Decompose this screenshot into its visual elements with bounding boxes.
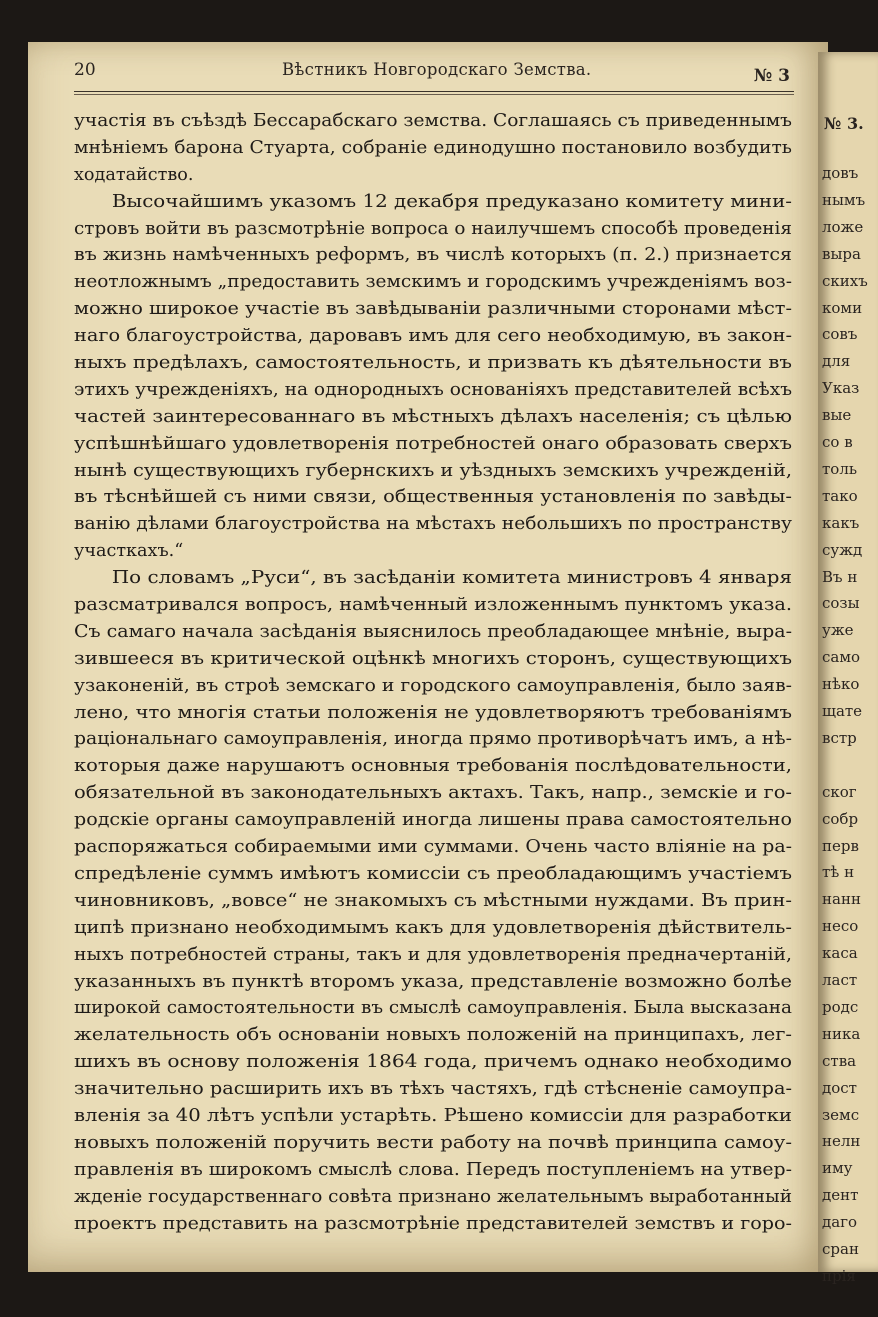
right-page-line: выра <box>822 244 861 263</box>
right-page-line: для <box>822 352 851 371</box>
article-body <box>74 108 814 1237</box>
text-line: участкахъ.“ <box>74 541 184 562</box>
text-line: новыхъ положеній поручить вести работу на почвѣ принципа самоу- <box>74 1132 792 1153</box>
right-page-line: ства <box>822 1051 857 1070</box>
text-line: правленія въ широкомъ смыслѣ слова. Передъ поступленіемъ на утвер- <box>74 1159 792 1180</box>
right-page-line: дост <box>822 1078 857 1097</box>
text-line: разсматривался вопросъ, намѣченный изложеннымъ пунктомъ указа. <box>74 595 792 616</box>
right-page-line: ласт <box>822 971 858 989</box>
text-line: участія въ съѣздѣ Бессарабскаго земства. Соглашаясь съ приведеннымъ <box>74 111 792 131</box>
right-page-line: тако <box>822 486 858 505</box>
right-page-line: ложе <box>822 217 864 236</box>
text-line: успѣшнѣйшаго удовлетворенія потребностей онаго образовать сверхъ <box>74 433 792 454</box>
text-line: указанныхъ въ пунктѣ второмъ указа, представленіе возможно болѣе <box>74 971 792 992</box>
right-page-line: довъ <box>822 164 859 182</box>
text-line: Высочайшимъ указомъ 12 декабря предуказано комитету мини- <box>74 191 792 212</box>
text-line: лено, что многія статьи положенія не удовлетворяютъ требованіямъ <box>74 702 792 723</box>
right-page-line: толь <box>822 459 858 478</box>
text-line: въ жизнь намѣченныхъ реформъ, въ числѣ которыхъ (п. 2.) признается <box>74 245 792 266</box>
text-line: жденіе государственнаго совѣта признано желательнымъ выработанный <box>74 1186 792 1207</box>
journal-title: Вѣстникъ Новгородскаго Земства. <box>282 60 592 79</box>
text-line: спредѣленіе суммъ имѣютъ комиссіи съ преобладающимъ участіемъ <box>74 863 792 884</box>
right-page-line: дент <box>822 1186 859 1205</box>
text-line: обязательной въ законодательныхъ актахъ. Такъ, напр., земскіе и го- <box>74 783 792 804</box>
right-page-line: каса <box>822 944 858 963</box>
text-line: ныхъ потребностей страны, такъ и для удовлетворенія предначертаній, <box>74 944 792 965</box>
text-line: нынѣ существующихъ губернскихъ и уѣздныхъ земскихъ учрежденій, <box>74 460 792 481</box>
right-page-line: щате <box>822 702 863 720</box>
right-page-line: уже <box>822 621 854 640</box>
text-line: значительно расширить ихъ въ тѣхъ частяхъ, гдѣ стѣсненіе самоупра- <box>74 1079 792 1100</box>
header-rule-thin <box>74 94 794 95</box>
right-page-line: прія <box>822 1266 856 1285</box>
text-line: которыя даже нарушаютъ основныя требованія послѣдовательности, <box>74 756 793 777</box>
right-page-line: перв <box>822 836 859 855</box>
text-line: Съ самаго начала засѣданія выяснилось преобладающее мнѣніе, выра- <box>74 621 792 642</box>
right-page-line: сран <box>822 1240 859 1258</box>
text-line: широкой самостоятельности въ смыслѣ самоуправленія. Была высказана <box>74 998 793 1019</box>
text-line: этихъ учрежденіяхъ, на однородныхъ основаніяхъ представителей всѣхъ <box>74 379 793 400</box>
text-line: частей заинтересованнаго въ мѣстныхъ дѣлахъ населенія; съ цѣлью <box>74 406 792 427</box>
right-page-line: нѣко <box>822 675 860 694</box>
right-page-line: само <box>822 648 861 667</box>
right-page-line: встр <box>822 728 857 747</box>
issue-number: № 3 <box>753 66 790 86</box>
text-line: вленія за 40 лѣтъ успѣли устарѣть. Рѣшено комиссіи для разработки <box>74 1105 792 1126</box>
text-line: наго благоустройства, даровавъ имъ для сего необходимую, въ закон- <box>74 326 792 347</box>
text-line: родскіе органы самоуправленій иногда лишены права самостоятельно <box>74 810 792 831</box>
text-line: раціональнаго самоуправленія, иногда прямо противорѣчатъ имъ, а нѣ- <box>74 729 792 750</box>
right-page-line: даго <box>822 1213 858 1232</box>
right-page-line: созы <box>822 594 860 613</box>
text-line: ципѣ признано необходимымъ какъ для удовлетворенія дѣйствитель- <box>74 917 792 938</box>
text-line: чиновниковъ, „вовсе“ не знакомыхъ съ мѣстными нуждами. Въ прин- <box>74 890 792 911</box>
right-page-line: вые <box>822 406 852 425</box>
running-header <box>74 56 794 86</box>
right-page-line: Въ н <box>822 567 858 586</box>
right-page-line: иму <box>822 1159 853 1178</box>
right-page-line: родс <box>822 997 859 1016</box>
right-page-line: ског <box>822 782 857 801</box>
text-line: шихъ въ основу положенія 1864 года, причемъ однако необходимо <box>74 1052 792 1073</box>
text-line: ходатайство. <box>74 164 194 185</box>
right-page-line: ника <box>822 1024 861 1043</box>
text-line: мнѣніемъ барона Стуарта, собраніе единодушно постановило возбудить <box>74 137 792 158</box>
right-page-line: совъ <box>822 325 858 344</box>
text-line: ванію дѣлами благоустройства на мѣстахъ небольшихъ по пространству <box>74 514 792 535</box>
right-page-line: нымъ <box>822 190 866 209</box>
right-page-line: со в <box>822 433 853 451</box>
text-line: распоряжаться собираемыми ими суммами. Очень часто вліяніе на ра- <box>74 837 792 858</box>
text-line: По словамъ „Руси“, въ засѣданіи комитета министровъ 4 января <box>74 568 792 589</box>
text-line: стровъ войти въ разсмотрѣніе вопроса о наилучшемъ способѣ проведенія <box>74 218 793 239</box>
header-rule <box>74 91 794 92</box>
right-page-line: Указ <box>822 379 860 398</box>
right-page-line: собр <box>822 809 859 828</box>
text-line: проектъ представить на разсмотрѣніе представителей земствъ и горо- <box>74 1213 792 1234</box>
right-page-line: нелн <box>822 1132 861 1151</box>
page-number: 20 <box>74 60 96 80</box>
text-line: можно широкое участіе въ завѣдываніи различными сторонами мѣст- <box>74 299 792 320</box>
text-line: зившееся въ критической оцѣнкѣ многихъ сторонъ, существующихъ <box>74 648 792 669</box>
right-page-line: несо <box>822 917 859 936</box>
text-line: неотложнымъ „предоставить земскимъ и городскимъ учрежденіямъ воз- <box>74 272 792 293</box>
text-line: ныхъ предѣлахъ, самостоятельность, и призвать къ дѣятельности въ <box>74 353 792 374</box>
right-page-line: тѣ н <box>822 863 855 882</box>
text-line: узаконеній, въ строѣ земскаго и городского самоуправленія, было заяв- <box>74 675 792 696</box>
text-line: желательность объ основаніи новыхъ положеній на принципахъ, лег- <box>74 1025 792 1046</box>
right-page-line: земс <box>822 1105 860 1124</box>
right-page-edge <box>818 52 878 1285</box>
right-page-header: № 3. <box>824 114 864 133</box>
right-page-line: какъ <box>822 513 860 532</box>
right-page-line: коми <box>822 298 863 317</box>
text-line: въ тѣснѣйшей съ ними связи, общественныя установленія по завѣды- <box>74 487 792 508</box>
right-page-line: скихъ <box>822 271 868 290</box>
right-page-line: нанн <box>822 890 861 909</box>
right-page-line: сужд <box>822 540 863 559</box>
